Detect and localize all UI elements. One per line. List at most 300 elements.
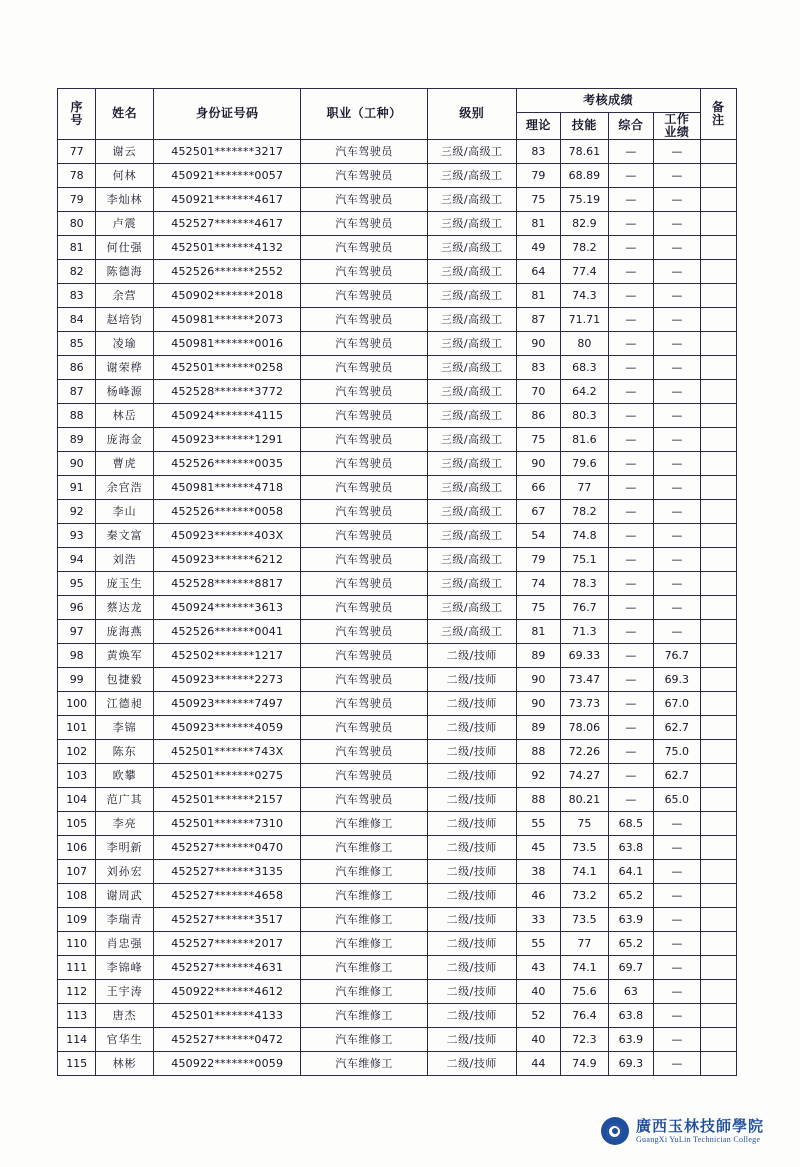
cell-theory: 46 bbox=[516, 884, 560, 908]
cell-work: — bbox=[654, 428, 700, 452]
cell-comprehensive: — bbox=[608, 284, 653, 308]
cell-seq: 86 bbox=[58, 356, 96, 380]
cell-comprehensive: 63.8 bbox=[608, 836, 653, 860]
cell-id: 452526*******0035 bbox=[153, 452, 301, 476]
cell-id: 452527*******4617 bbox=[153, 212, 301, 236]
table-row bbox=[58, 740, 737, 764]
cell-work: — bbox=[654, 284, 700, 308]
cell-occupation: 汽车驾驶员 bbox=[301, 764, 427, 788]
cell-name: 林彬 bbox=[96, 1052, 154, 1076]
cell-id: 452501*******743X bbox=[153, 740, 301, 764]
cell-name: 范广其 bbox=[96, 788, 154, 812]
cell-name: 谢荣桦 bbox=[96, 356, 154, 380]
cell-occupation: 汽车驾驶员 bbox=[301, 308, 427, 332]
cell-level: 三级/高级工 bbox=[427, 524, 516, 548]
cell-work: — bbox=[654, 188, 700, 212]
table-row bbox=[58, 572, 737, 596]
header-scores-group: 考核成绩 bbox=[516, 89, 700, 113]
cell-seq: 101 bbox=[58, 716, 96, 740]
cell-level: 二级/技师 bbox=[427, 692, 516, 716]
cell-work: — bbox=[654, 404, 700, 428]
table-row bbox=[58, 1004, 737, 1028]
cell-name: 唐杰 bbox=[96, 1004, 154, 1028]
cell-name: 杨峰源 bbox=[96, 380, 154, 404]
cell-work: — bbox=[654, 380, 700, 404]
cell-level: 三级/高级工 bbox=[427, 428, 516, 452]
cell-id: 452501*******0258 bbox=[153, 356, 301, 380]
cell-occupation: 汽车驾驶员 bbox=[301, 140, 427, 164]
cell-theory: 66 bbox=[516, 476, 560, 500]
cell-skill: 80.21 bbox=[561, 788, 608, 812]
cell-seq: 87 bbox=[58, 380, 96, 404]
table-row bbox=[58, 476, 737, 500]
cell-skill: 68.89 bbox=[561, 164, 608, 188]
cell-theory: 88 bbox=[516, 788, 560, 812]
cell-theory: 40 bbox=[516, 1028, 560, 1052]
cell-seq: 96 bbox=[58, 596, 96, 620]
cell-comprehensive: — bbox=[608, 668, 653, 692]
cell-skill: 75 bbox=[561, 812, 608, 836]
cell-level: 三级/高级工 bbox=[427, 476, 516, 500]
cell-id: 452528*******3772 bbox=[153, 380, 301, 404]
cell-seq: 102 bbox=[58, 740, 96, 764]
cell-name: 李灿林 bbox=[96, 188, 154, 212]
cell-name: 凌瑜 bbox=[96, 332, 154, 356]
cell-remark bbox=[700, 620, 736, 644]
cell-work: — bbox=[654, 500, 700, 524]
cell-level: 三级/高级工 bbox=[427, 380, 516, 404]
cell-level: 三级/高级工 bbox=[427, 164, 516, 188]
cell-occupation: 汽车驾驶员 bbox=[301, 356, 427, 380]
cell-seq: 104 bbox=[58, 788, 96, 812]
cell-comprehensive: — bbox=[608, 548, 653, 572]
cell-id: 452526*******2552 bbox=[153, 260, 301, 284]
cell-comprehensive: — bbox=[608, 596, 653, 620]
cell-skill: 81.6 bbox=[561, 428, 608, 452]
cell-name: 李瑞青 bbox=[96, 908, 154, 932]
cell-comprehensive: — bbox=[608, 332, 653, 356]
cell-comprehensive: 63.8 bbox=[608, 1004, 653, 1028]
cell-level: 三级/高级工 bbox=[427, 572, 516, 596]
cell-name: 谢云 bbox=[96, 140, 154, 164]
header-theory: 理论 bbox=[516, 113, 560, 140]
cell-level: 二级/技师 bbox=[427, 932, 516, 956]
cell-level: 三级/高级工 bbox=[427, 188, 516, 212]
cell-level: 三级/高级工 bbox=[427, 308, 516, 332]
table-row bbox=[58, 956, 737, 980]
cell-comprehensive: — bbox=[608, 188, 653, 212]
cell-remark bbox=[700, 644, 736, 668]
header-level: 级别 bbox=[427, 89, 516, 140]
cell-id: 452526*******0041 bbox=[153, 620, 301, 644]
cell-id: 450923*******403X bbox=[153, 524, 301, 548]
cell-occupation: 汽车驾驶员 bbox=[301, 500, 427, 524]
cell-remark bbox=[700, 668, 736, 692]
cell-remark bbox=[700, 788, 736, 812]
cell-comprehensive: — bbox=[608, 428, 653, 452]
cell-remark bbox=[700, 740, 736, 764]
cell-seq: 90 bbox=[58, 452, 96, 476]
cell-theory: 90 bbox=[516, 692, 560, 716]
cell-remark bbox=[700, 332, 736, 356]
cell-work: — bbox=[654, 476, 700, 500]
cell-level: 二级/技师 bbox=[427, 764, 516, 788]
cell-work: 62.7 bbox=[654, 764, 700, 788]
table-row bbox=[58, 308, 737, 332]
cell-name: 曹虎 bbox=[96, 452, 154, 476]
cell-remark bbox=[700, 380, 736, 404]
cell-id: 450921*******4617 bbox=[153, 188, 301, 212]
cell-occupation: 汽车维修工 bbox=[301, 860, 427, 884]
cell-level: 二级/技师 bbox=[427, 668, 516, 692]
cell-remark bbox=[700, 932, 736, 956]
cell-remark bbox=[700, 692, 736, 716]
cell-name: 陈东 bbox=[96, 740, 154, 764]
cell-remark bbox=[700, 956, 736, 980]
cell-theory: 90 bbox=[516, 332, 560, 356]
cell-comprehensive: — bbox=[608, 452, 653, 476]
cell-seq: 106 bbox=[58, 836, 96, 860]
cell-seq: 83 bbox=[58, 284, 96, 308]
cell-comprehensive: — bbox=[608, 380, 653, 404]
cell-seq: 82 bbox=[58, 260, 96, 284]
cell-level: 三级/高级工 bbox=[427, 452, 516, 476]
cell-skill: 73.47 bbox=[561, 668, 608, 692]
cell-seq: 79 bbox=[58, 188, 96, 212]
cell-remark bbox=[700, 260, 736, 284]
cell-id: 450921*******0057 bbox=[153, 164, 301, 188]
cell-work: — bbox=[654, 164, 700, 188]
cell-comprehensive: 68.5 bbox=[608, 812, 653, 836]
cell-level: 二级/技师 bbox=[427, 1028, 516, 1052]
cell-name: 林岳 bbox=[96, 404, 154, 428]
cell-theory: 89 bbox=[516, 716, 560, 740]
cell-name: 李锦 bbox=[96, 716, 154, 740]
cell-occupation: 汽车驾驶员 bbox=[301, 236, 427, 260]
cell-theory: 64 bbox=[516, 260, 560, 284]
cell-name: 庞玉生 bbox=[96, 572, 154, 596]
cell-occupation: 汽车驾驶员 bbox=[301, 404, 427, 428]
cell-remark bbox=[700, 140, 736, 164]
cell-skill: 78.61 bbox=[561, 140, 608, 164]
cell-skill: 80 bbox=[561, 332, 608, 356]
cell-skill: 64.2 bbox=[561, 380, 608, 404]
cell-id: 452528*******8817 bbox=[153, 572, 301, 596]
cell-skill: 72.3 bbox=[561, 1028, 608, 1052]
table-row bbox=[58, 1028, 737, 1052]
cell-id: 452527*******4658 bbox=[153, 884, 301, 908]
cell-skill: 73.2 bbox=[561, 884, 608, 908]
table-row bbox=[58, 164, 737, 188]
cell-level: 三级/高级工 bbox=[427, 260, 516, 284]
cell-skill: 74.27 bbox=[561, 764, 608, 788]
cell-skill: 77 bbox=[561, 476, 608, 500]
cell-occupation: 汽车维修工 bbox=[301, 884, 427, 908]
cell-theory: 87 bbox=[516, 308, 560, 332]
cell-theory: 83 bbox=[516, 140, 560, 164]
cell-theory: 75 bbox=[516, 188, 560, 212]
cell-level: 三级/高级工 bbox=[427, 236, 516, 260]
cell-theory: 67 bbox=[516, 500, 560, 524]
cell-skill: 79.6 bbox=[561, 452, 608, 476]
cell-occupation: 汽车驾驶员 bbox=[301, 380, 427, 404]
cell-theory: 70 bbox=[516, 380, 560, 404]
table-row bbox=[58, 452, 737, 476]
cell-remark bbox=[700, 308, 736, 332]
cell-work: — bbox=[654, 596, 700, 620]
cell-work: 69.3 bbox=[654, 668, 700, 692]
table-row bbox=[58, 692, 737, 716]
cell-comprehensive: — bbox=[608, 212, 653, 236]
cell-comprehensive: — bbox=[608, 140, 653, 164]
institution-name-en: GuangXi YuLin Technician College bbox=[635, 1135, 761, 1145]
cell-seq: 84 bbox=[58, 308, 96, 332]
cell-seq: 88 bbox=[58, 404, 96, 428]
cell-occupation: 汽车维修工 bbox=[301, 836, 427, 860]
cell-occupation: 汽车驾驶员 bbox=[301, 740, 427, 764]
cell-remark bbox=[700, 860, 736, 884]
cell-theory: 43 bbox=[516, 956, 560, 980]
cell-seq: 108 bbox=[58, 884, 96, 908]
cell-name: 李明新 bbox=[96, 836, 154, 860]
cell-id: 450902*******2018 bbox=[153, 284, 301, 308]
cell-work: — bbox=[654, 1052, 700, 1076]
cell-comprehensive: — bbox=[608, 620, 653, 644]
cell-seq: 99 bbox=[58, 668, 96, 692]
cell-skill: 78.2 bbox=[561, 500, 608, 524]
cell-work: — bbox=[654, 1028, 700, 1052]
cell-skill: 75.6 bbox=[561, 980, 608, 1004]
cell-occupation: 汽车维修工 bbox=[301, 812, 427, 836]
cell-name: 卢震 bbox=[96, 212, 154, 236]
cell-work: — bbox=[654, 1004, 700, 1028]
cell-name: 官华生 bbox=[96, 1028, 154, 1052]
table-row bbox=[58, 524, 737, 548]
cell-occupation: 汽车驾驶员 bbox=[301, 788, 427, 812]
cell-id: 452527*******0470 bbox=[153, 836, 301, 860]
cell-theory: 74 bbox=[516, 572, 560, 596]
cell-id: 450922*******0059 bbox=[153, 1052, 301, 1076]
cell-level: 二级/技师 bbox=[427, 908, 516, 932]
cell-id: 450924*******4115 bbox=[153, 404, 301, 428]
cell-level: 二级/技师 bbox=[427, 1052, 516, 1076]
cell-id: 452502*******1217 bbox=[153, 644, 301, 668]
cell-skill: 73.5 bbox=[561, 908, 608, 932]
table-row bbox=[58, 260, 737, 284]
cell-skill: 78.3 bbox=[561, 572, 608, 596]
cell-comprehensive: 65.2 bbox=[608, 884, 653, 908]
cell-comprehensive: 69.7 bbox=[608, 956, 653, 980]
cell-occupation: 汽车驾驶员 bbox=[301, 332, 427, 356]
cell-id: 452527*******3135 bbox=[153, 860, 301, 884]
cell-theory: 86 bbox=[516, 404, 560, 428]
header-row-1 bbox=[58, 89, 737, 113]
cell-id: 450923*******7497 bbox=[153, 692, 301, 716]
cell-skill: 82.9 bbox=[561, 212, 608, 236]
cell-occupation: 汽车驾驶员 bbox=[301, 476, 427, 500]
cell-work: 75.0 bbox=[654, 740, 700, 764]
cell-id: 450981*******0016 bbox=[153, 332, 301, 356]
cell-work: — bbox=[654, 884, 700, 908]
cell-work: — bbox=[654, 980, 700, 1004]
cell-comprehensive: — bbox=[608, 500, 653, 524]
table-row bbox=[58, 404, 737, 428]
cell-comprehensive: — bbox=[608, 524, 653, 548]
cell-skill: 78.06 bbox=[561, 716, 608, 740]
cell-comprehensive: — bbox=[608, 764, 653, 788]
cell-theory: 88 bbox=[516, 740, 560, 764]
cell-id: 452526*******0058 bbox=[153, 500, 301, 524]
cell-occupation: 汽车驾驶员 bbox=[301, 212, 427, 236]
cell-comprehensive: 64.1 bbox=[608, 860, 653, 884]
cell-name: 谢周武 bbox=[96, 884, 154, 908]
cell-theory: 33 bbox=[516, 908, 560, 932]
cell-seq: 85 bbox=[58, 332, 96, 356]
cell-work: 65.0 bbox=[654, 788, 700, 812]
table-row bbox=[58, 812, 737, 836]
cell-comprehensive: — bbox=[608, 164, 653, 188]
table-row bbox=[58, 764, 737, 788]
cell-occupation: 汽车维修工 bbox=[301, 1004, 427, 1028]
cell-remark bbox=[700, 764, 736, 788]
cell-id: 452501*******4132 bbox=[153, 236, 301, 260]
cell-remark bbox=[700, 452, 736, 476]
cell-id: 452527*******4631 bbox=[153, 956, 301, 980]
header-comprehensive: 综合 bbox=[608, 113, 653, 140]
cell-skill: 69.33 bbox=[561, 644, 608, 668]
cell-skill: 77 bbox=[561, 932, 608, 956]
institution-logo bbox=[601, 1117, 764, 1145]
cell-comprehensive: 69.3 bbox=[608, 1052, 653, 1076]
cell-theory: 90 bbox=[516, 668, 560, 692]
cell-skill: 76.4 bbox=[561, 1004, 608, 1028]
cell-seq: 105 bbox=[58, 812, 96, 836]
cell-remark bbox=[700, 212, 736, 236]
table-header bbox=[58, 89, 737, 140]
cell-seq: 89 bbox=[58, 428, 96, 452]
cell-occupation: 汽车维修工 bbox=[301, 908, 427, 932]
cell-skill: 80.3 bbox=[561, 404, 608, 428]
cell-comprehensive: — bbox=[608, 716, 653, 740]
cell-work: — bbox=[654, 332, 700, 356]
cell-comprehensive: — bbox=[608, 740, 653, 764]
cell-occupation: 汽车驾驶员 bbox=[301, 188, 427, 212]
cell-occupation: 汽车维修工 bbox=[301, 956, 427, 980]
cell-work: — bbox=[654, 260, 700, 284]
cell-level: 二级/技师 bbox=[427, 644, 516, 668]
cell-theory: 38 bbox=[516, 860, 560, 884]
cell-name: 欧攀 bbox=[96, 764, 154, 788]
cell-name: 余官浩 bbox=[96, 476, 154, 500]
cell-remark bbox=[700, 1028, 736, 1052]
cell-id: 450923*******2273 bbox=[153, 668, 301, 692]
cell-level: 三级/高级工 bbox=[427, 596, 516, 620]
cell-seq: 95 bbox=[58, 572, 96, 596]
cell-theory: 54 bbox=[516, 524, 560, 548]
cell-seq: 92 bbox=[58, 500, 96, 524]
cell-remark bbox=[700, 596, 736, 620]
table-row bbox=[58, 212, 737, 236]
cell-work: — bbox=[654, 908, 700, 932]
cell-occupation: 汽车驾驶员 bbox=[301, 524, 427, 548]
cell-work: — bbox=[654, 860, 700, 884]
cell-occupation: 汽车驾驶员 bbox=[301, 596, 427, 620]
cell-level: 三级/高级工 bbox=[427, 356, 516, 380]
cell-name: 余营 bbox=[96, 284, 154, 308]
cell-skill: 72.26 bbox=[561, 740, 608, 764]
cell-name: 秦文富 bbox=[96, 524, 154, 548]
cell-seq: 97 bbox=[58, 620, 96, 644]
cell-occupation: 汽车驾驶员 bbox=[301, 452, 427, 476]
cell-work: 62.7 bbox=[654, 716, 700, 740]
header-remark-line2: 注 bbox=[712, 112, 725, 127]
header-id: 身份证号码 bbox=[153, 89, 301, 140]
cell-remark bbox=[700, 572, 736, 596]
cell-name: 赵培钧 bbox=[96, 308, 154, 332]
cell-seq: 112 bbox=[58, 980, 96, 1004]
cell-id: 452527*******0472 bbox=[153, 1028, 301, 1052]
cell-remark bbox=[700, 476, 736, 500]
cell-work: 67.0 bbox=[654, 692, 700, 716]
cell-comprehensive: — bbox=[608, 692, 653, 716]
cell-remark bbox=[700, 356, 736, 380]
table-row bbox=[58, 884, 737, 908]
table-row bbox=[58, 284, 737, 308]
table-row bbox=[58, 596, 737, 620]
table-row bbox=[58, 140, 737, 164]
cell-skill: 73.5 bbox=[561, 836, 608, 860]
cell-name: 王宇涛 bbox=[96, 980, 154, 1004]
cell-seq: 78 bbox=[58, 164, 96, 188]
cell-seq: 94 bbox=[58, 548, 96, 572]
cell-theory: 79 bbox=[516, 164, 560, 188]
cell-theory: 75 bbox=[516, 428, 560, 452]
cell-occupation: 汽车维修工 bbox=[301, 1052, 427, 1076]
cell-id: 452501*******7310 bbox=[153, 812, 301, 836]
cell-comprehensive: 63 bbox=[608, 980, 653, 1004]
cell-skill: 74.9 bbox=[561, 1052, 608, 1076]
cell-occupation: 汽车维修工 bbox=[301, 932, 427, 956]
cell-seq: 107 bbox=[58, 860, 96, 884]
cell-comprehensive: 63.9 bbox=[608, 908, 653, 932]
cell-work: — bbox=[654, 956, 700, 980]
cell-skill: 74.1 bbox=[561, 860, 608, 884]
header-work bbox=[654, 113, 700, 140]
table-row bbox=[58, 188, 737, 212]
cell-remark bbox=[700, 524, 736, 548]
cell-theory: 79 bbox=[516, 548, 560, 572]
cell-work: — bbox=[654, 212, 700, 236]
cell-skill: 71.71 bbox=[561, 308, 608, 332]
cell-level: 三级/高级工 bbox=[427, 140, 516, 164]
header-remark-line1: 备 bbox=[712, 100, 725, 114]
header-work-line1: 工作 bbox=[664, 112, 690, 126]
cell-work: — bbox=[654, 236, 700, 260]
cell-occupation: 汽车驾驶员 bbox=[301, 644, 427, 668]
cell-name: 蔡达龙 bbox=[96, 596, 154, 620]
cell-work: 76.7 bbox=[654, 644, 700, 668]
cell-level: 二级/技师 bbox=[427, 716, 516, 740]
cell-remark bbox=[700, 836, 736, 860]
cell-occupation: 汽车驾驶员 bbox=[301, 164, 427, 188]
cell-id: 452527*******3517 bbox=[153, 908, 301, 932]
table-row bbox=[58, 620, 737, 644]
cell-level: 三级/高级工 bbox=[427, 404, 516, 428]
header-occupation: 职业（工种） bbox=[301, 89, 427, 140]
cell-name: 肖忠强 bbox=[96, 932, 154, 956]
cell-theory: 55 bbox=[516, 812, 560, 836]
cell-occupation: 汽车驾驶员 bbox=[301, 284, 427, 308]
